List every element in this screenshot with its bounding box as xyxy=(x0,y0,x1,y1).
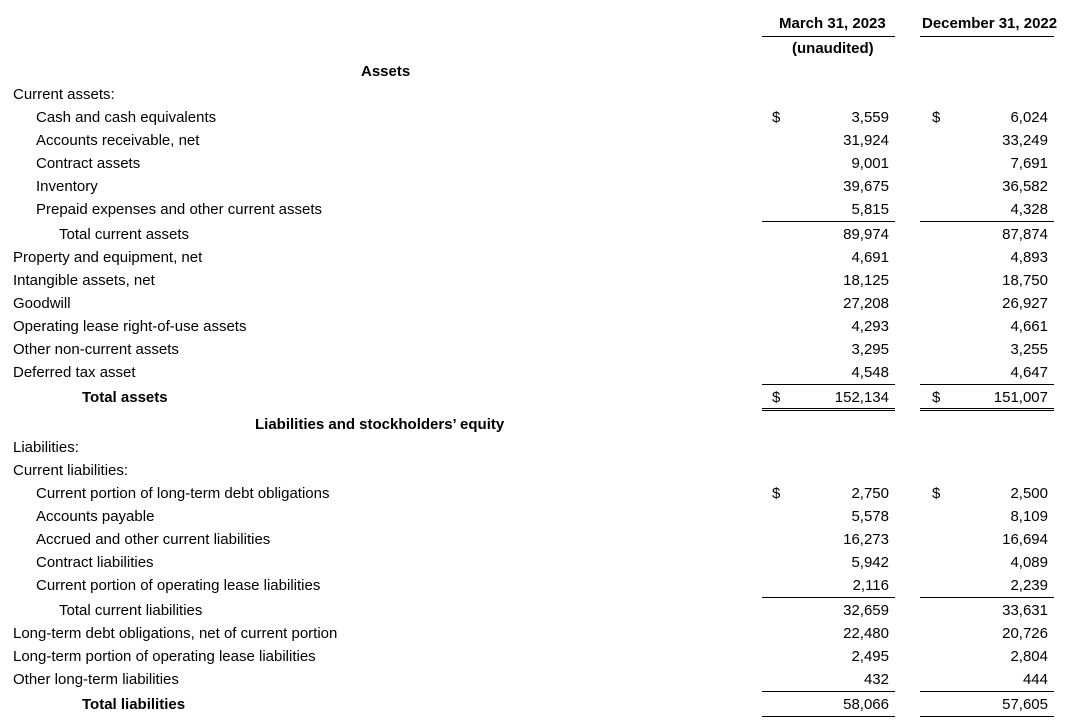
row-label: Long-term portion of operating lease liabilities xyxy=(13,648,316,665)
value-dec-2022: 2,500 xyxy=(1010,485,1048,502)
value-dec-2022: 87,874 xyxy=(1002,226,1048,243)
total-assets-dec-2022: 151,007 xyxy=(993,389,1048,406)
row-label: Accrued and other current liabilities xyxy=(36,531,271,548)
row-label: Other non-current assets xyxy=(13,341,179,358)
row-label: Contract liabilities xyxy=(36,554,154,571)
row-label: Goodwill xyxy=(13,295,71,312)
value-dec-2022: 4,328 xyxy=(1010,201,1048,218)
current-liabilities-heading: Current liabilities: xyxy=(13,462,129,479)
value-dec-2022: 4,893 xyxy=(1010,249,1048,266)
subtotal-rule xyxy=(920,221,1054,222)
value-dec-2022: 8,109 xyxy=(1010,508,1048,525)
value-mar-2023: 2,495 xyxy=(851,648,889,665)
value-mar-2023: 16,273 xyxy=(843,531,889,548)
row-label: Prepaid expenses and other current assets xyxy=(36,201,323,218)
row-label: Long-term debt obligations, net of current portion xyxy=(13,625,338,642)
col2-header-rule xyxy=(920,36,1054,37)
row-label: Current portion of long-term debt obligations xyxy=(36,485,330,502)
row-label: Deferred tax asset xyxy=(13,364,136,381)
total-assets-label: Total assets xyxy=(82,389,168,406)
subtotal-rule xyxy=(762,384,895,385)
value-dec-2022: 36,582 xyxy=(1002,178,1048,195)
subtotal-rule xyxy=(762,597,895,598)
total-liabilities-label: Total liabilities xyxy=(82,696,186,713)
total-assets-mar-2023: 152,134 xyxy=(834,389,889,406)
value-mar-2023: 32,659 xyxy=(843,602,889,619)
liabilities-equity-heading: Liabilities and stockholders’ equity xyxy=(255,416,505,433)
value-mar-2023: 5,942 xyxy=(851,554,889,571)
subtotal-rule xyxy=(762,221,895,222)
value-dec-2022: 7,691 xyxy=(1010,155,1048,172)
row-label: Intangible assets, net xyxy=(13,272,155,289)
dollar-sign: $ xyxy=(772,485,781,502)
value-dec-2022: 26,927 xyxy=(1002,295,1048,312)
dollar-sign: $ xyxy=(932,109,941,126)
value-mar-2023: 5,815 xyxy=(851,201,889,218)
value-mar-2023: 27,208 xyxy=(843,295,889,312)
total-liabilities-dec-2022: 57,605 xyxy=(1002,696,1048,713)
value-mar-2023: 18,125 xyxy=(843,272,889,289)
value-mar-2023: 9,001 xyxy=(851,155,889,172)
dollar-sign: $ xyxy=(932,389,941,406)
current-assets-heading: Current assets: xyxy=(13,86,115,103)
liabilities-heading: Liabilities: xyxy=(13,439,79,456)
value-mar-2023: 5,578 xyxy=(851,508,889,525)
subtotal-rule xyxy=(762,691,895,692)
value-mar-2023: 22,480 xyxy=(843,625,889,642)
row-label: Total current assets xyxy=(59,226,190,243)
value-mar-2023: 3,295 xyxy=(851,341,889,358)
row-label: Operating lease right-of-use assets xyxy=(13,318,247,335)
subtotal-rule xyxy=(920,691,1054,692)
value-mar-2023: 2,750 xyxy=(851,485,889,502)
col1-date-header: March 31, 2023 xyxy=(779,15,886,32)
value-dec-2022: 18,750 xyxy=(1002,272,1048,289)
value-dec-2022: 444 xyxy=(1022,671,1048,688)
row-label: Other long-term liabilities xyxy=(13,671,179,688)
value-mar-2023: 4,548 xyxy=(851,364,889,381)
dollar-sign: $ xyxy=(932,485,941,502)
col2-date-header: December 31, 2022 xyxy=(922,15,1058,32)
value-mar-2023: 2,116 xyxy=(852,577,889,594)
value-mar-2023: 31,924 xyxy=(843,132,889,149)
value-dec-2022: 33,249 xyxy=(1002,132,1048,149)
dollar-sign: $ xyxy=(772,109,781,126)
value-dec-2022: 4,089 xyxy=(1010,554,1048,571)
value-dec-2022: 33,631 xyxy=(1002,602,1048,619)
value-mar-2023: 39,675 xyxy=(843,178,889,195)
row-label: Property and equipment, net xyxy=(13,249,203,266)
value-mar-2023: 89,974 xyxy=(843,226,889,243)
dollar-sign: $ xyxy=(772,389,781,406)
row-label: Cash and cash equivalents xyxy=(36,109,217,126)
row-label: Inventory xyxy=(36,178,98,195)
value-dec-2022: 4,647 xyxy=(1010,364,1048,381)
total-liabilities-mar-2023: 58,066 xyxy=(843,696,889,713)
subtotal-rule xyxy=(920,597,1054,598)
col1-unaudited-note: (unaudited) xyxy=(792,40,874,57)
col1-header-rule xyxy=(762,36,895,37)
value-dec-2022: 4,661 xyxy=(1010,318,1048,335)
value-mar-2023: 3,559 xyxy=(851,109,889,126)
value-dec-2022: 16,694 xyxy=(1002,531,1048,548)
row-label: Accounts payable xyxy=(36,508,155,525)
value-dec-2022: 2,804 xyxy=(1010,648,1048,665)
value-mar-2023: 4,691 xyxy=(851,249,889,266)
value-dec-2022: 20,726 xyxy=(1002,625,1048,642)
row-label: Accounts receivable, net xyxy=(36,132,200,149)
value-dec-2022: 3,255 xyxy=(1010,341,1048,358)
subtotal-rule xyxy=(920,384,1054,385)
value-dec-2022: 6,024 xyxy=(1010,109,1048,126)
value-dec-2022: 2,239 xyxy=(1010,577,1048,594)
value-mar-2023: 432 xyxy=(863,671,889,688)
row-label: Contract assets xyxy=(36,155,141,172)
value-mar-2023: 4,293 xyxy=(851,318,889,335)
assets-heading: Assets xyxy=(361,63,411,80)
row-label: Current portion of operating lease liabilities xyxy=(36,577,321,594)
row-label: Total current liabilities xyxy=(59,602,203,619)
total-double-rule xyxy=(762,408,895,411)
total-double-rule xyxy=(920,408,1054,411)
total-rule xyxy=(920,716,1054,717)
total-rule xyxy=(762,716,895,717)
